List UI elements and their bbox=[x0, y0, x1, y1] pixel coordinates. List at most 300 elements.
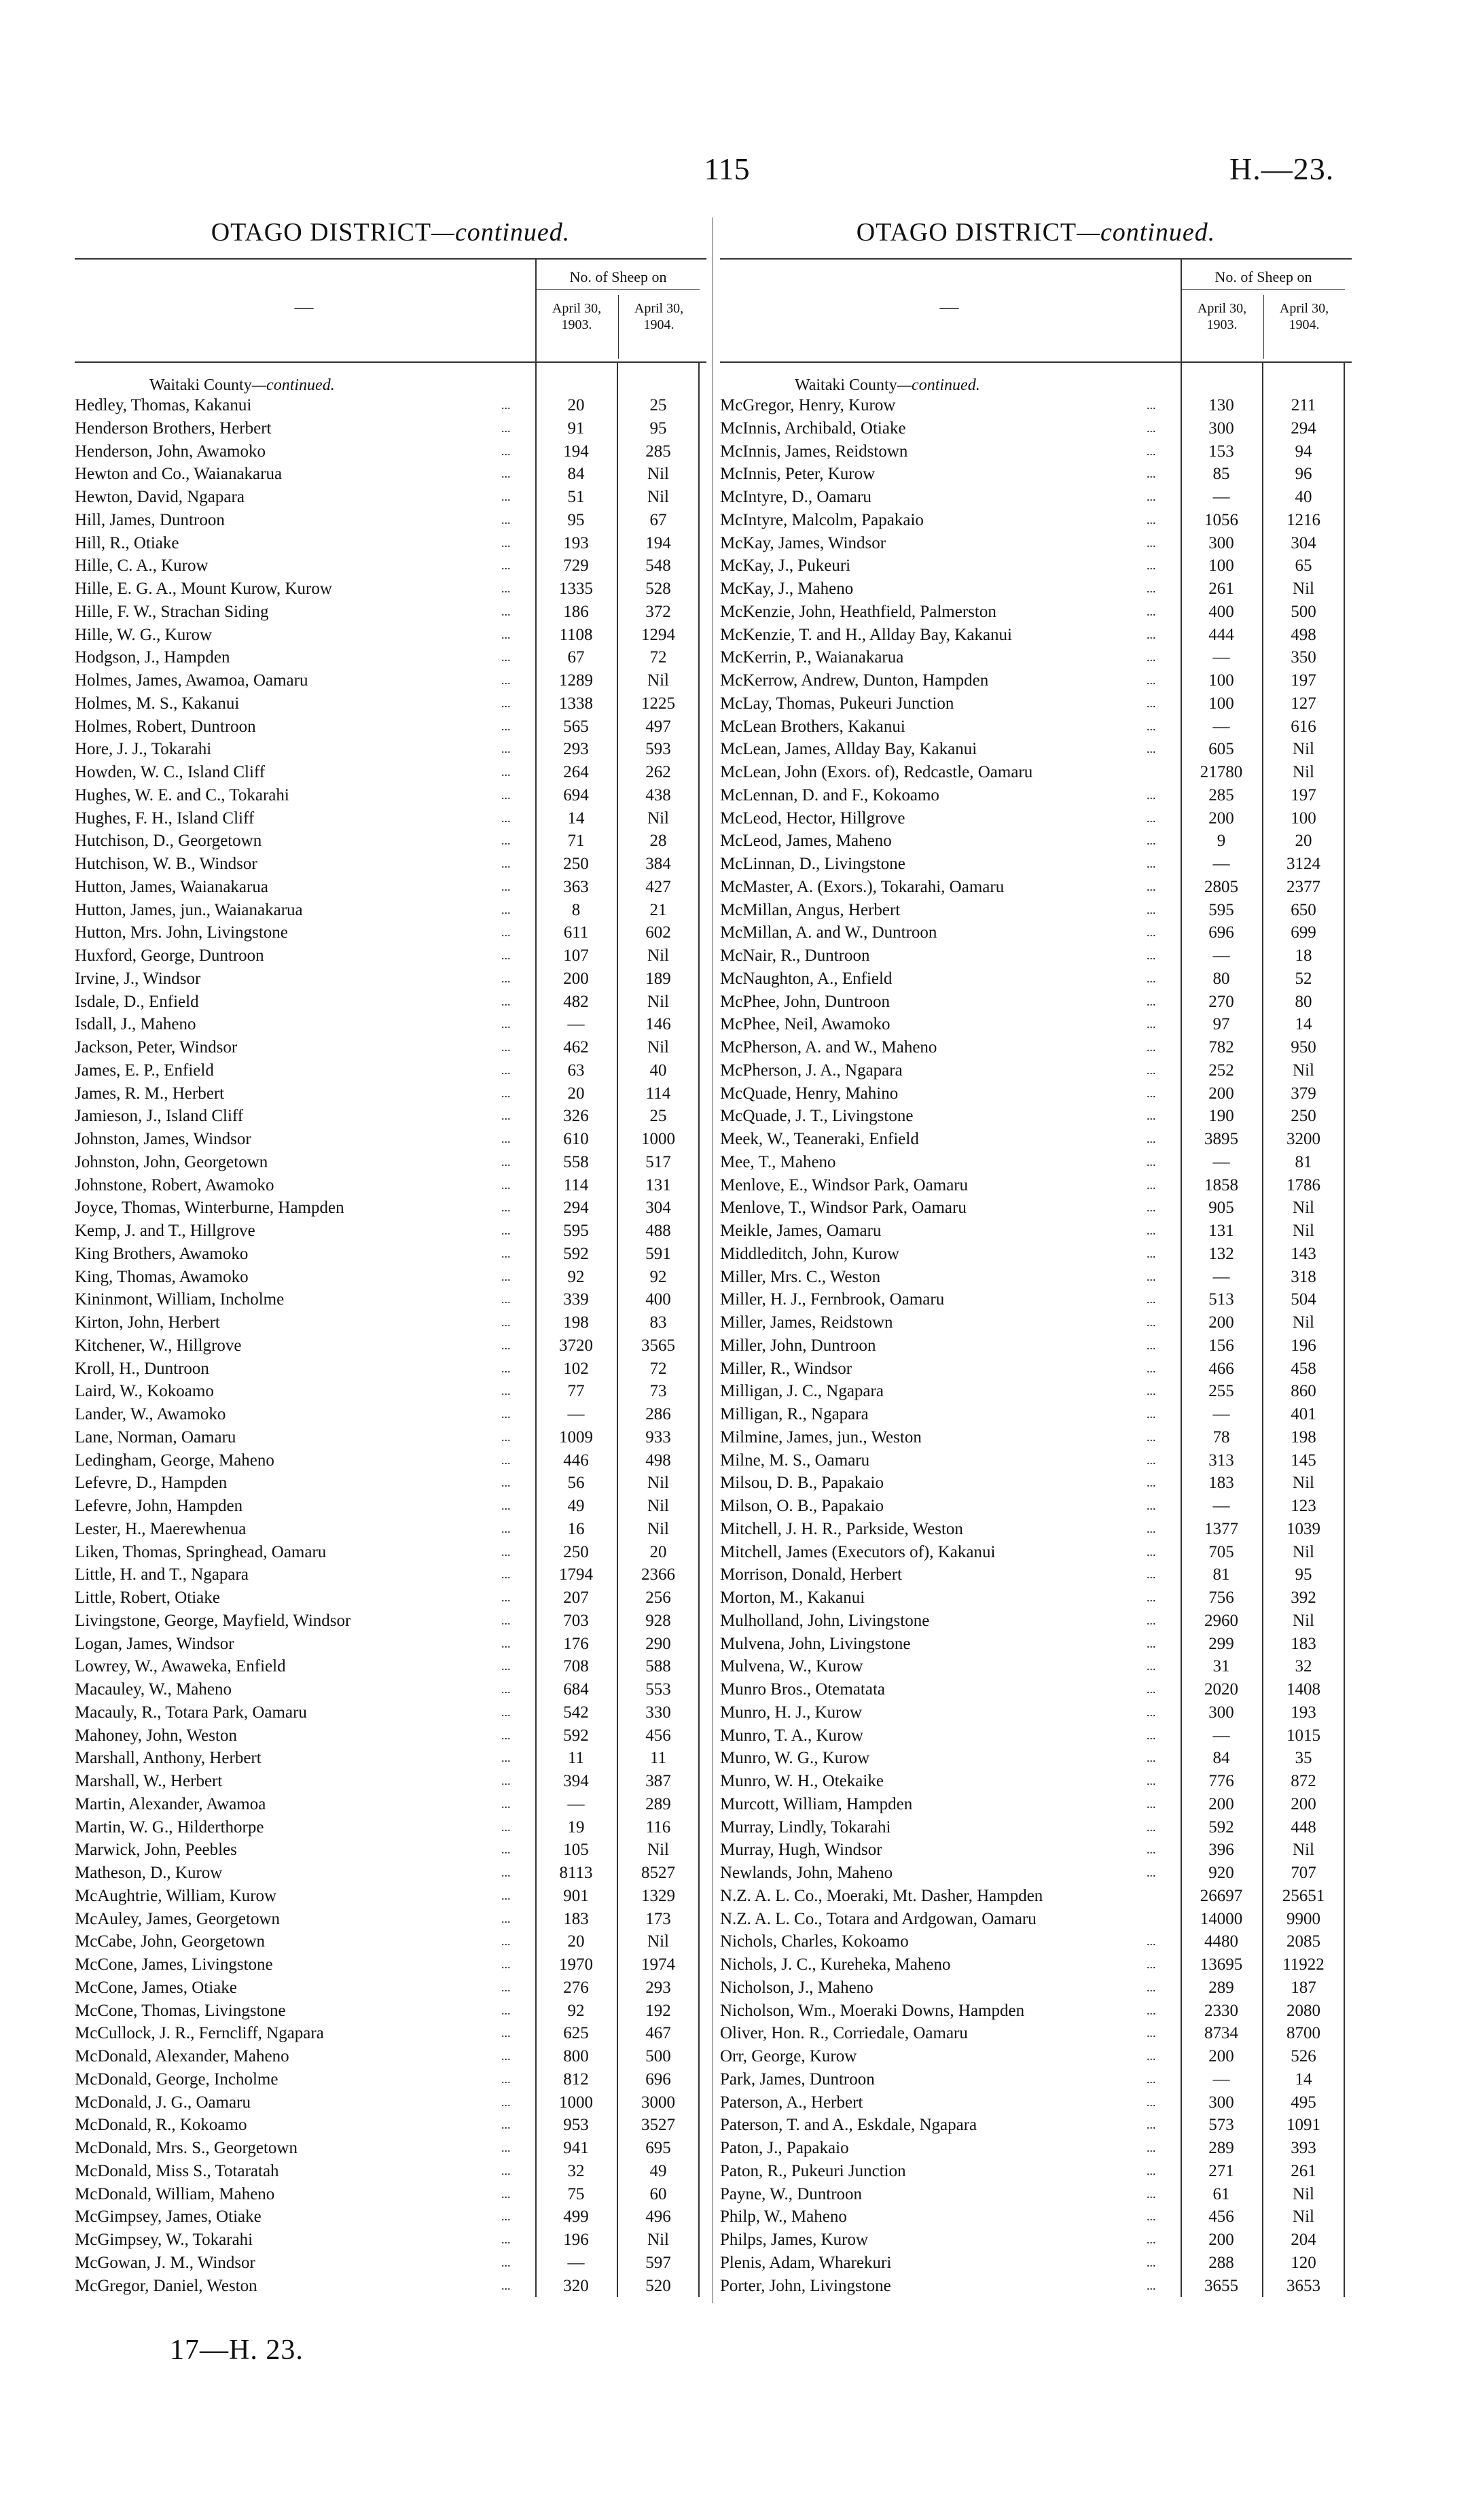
sheep-1903: 396 bbox=[1208, 1841, 1234, 1860]
sheep-1903: 901 bbox=[563, 1886, 589, 1905]
table-row bbox=[75, 1266, 706, 1289]
sheep-1904: 204 bbox=[1291, 2231, 1316, 2249]
table-row bbox=[75, 394, 706, 417]
sheep-1903: 92 bbox=[567, 2001, 585, 2020]
table-row bbox=[720, 1403, 1352, 1426]
sheep-1904: 2085 bbox=[1286, 1932, 1320, 1951]
sheep-1903: 299 bbox=[1208, 1634, 1234, 1653]
county-name: Waitaki County bbox=[149, 376, 252, 394]
sheep-1904: 1039 bbox=[1286, 1519, 1320, 1538]
leader-dots: ... bbox=[501, 512, 511, 527]
sheep-1904: 198 bbox=[1291, 1427, 1316, 1447]
sheep-1903: 1000 bbox=[559, 2093, 593, 2112]
sheep-1903: 91 bbox=[567, 419, 585, 438]
owner-name: McLeod, James, Maheno bbox=[720, 832, 892, 851]
owner-name: Lester, H., Maerewhenua bbox=[75, 1519, 247, 1538]
leader-dots: ... bbox=[501, 1888, 511, 1902]
table-row bbox=[720, 1266, 1352, 1289]
sheep-1904: 123 bbox=[1291, 1497, 1316, 1515]
table-row bbox=[75, 2000, 706, 2023]
owner-name: Logan, James, Windsor bbox=[75, 1634, 234, 1653]
sheep-1904: 261 bbox=[1291, 2161, 1316, 2180]
sheep-1904: 2366 bbox=[641, 1565, 675, 1584]
owner-name: King Brothers, Awamoko bbox=[75, 1244, 249, 1263]
table-row bbox=[75, 1586, 706, 1610]
owner-name: Murcott, William, Hampden bbox=[720, 1794, 913, 1813]
sheep-1903: 130 bbox=[1208, 396, 1234, 414]
table-row bbox=[75, 1747, 706, 1770]
leader-dots: ... bbox=[1147, 811, 1156, 825]
table-row bbox=[720, 1586, 1352, 1610]
owner-name: Hille, W. G., Kurow bbox=[75, 625, 213, 644]
sheep-1903: 1335 bbox=[559, 580, 593, 598]
owner-name: Paton, R., Pukeuri Junction bbox=[720, 2161, 906, 2180]
leader-dots: ... bbox=[1147, 490, 1156, 503]
leader-dots: ... bbox=[501, 1636, 511, 1650]
leader-dots: ... bbox=[501, 1499, 511, 1512]
table-row bbox=[720, 1495, 1352, 1518]
table-row bbox=[75, 2229, 706, 2252]
signature-code: 17—H. 23. bbox=[170, 2335, 304, 2366]
sheep-1903: 11 bbox=[567, 1749, 585, 1768]
sheep-1903: 300 bbox=[1208, 533, 1234, 552]
owner-name: McKenzie, John, Heathfield, Palmerston bbox=[720, 602, 996, 621]
sheep-1903: 276 bbox=[563, 1978, 589, 1997]
leader-dots: ... bbox=[1147, 398, 1156, 412]
table-row bbox=[720, 692, 1352, 715]
leader-dots: ... bbox=[1147, 1430, 1156, 1444]
owner-name: Miller, H. J., Fernbrook, Oamaru bbox=[720, 1290, 945, 1309]
sheep-1904: 250 bbox=[1291, 1107, 1316, 1126]
year-1903-header: April 30, 1903. bbox=[1197, 301, 1247, 332]
owner-name: Milligan, J. C., Ngapara bbox=[720, 1382, 884, 1401]
leader-dots: ... bbox=[501, 1957, 511, 1971]
sheep-1903: 905 bbox=[1208, 1199, 1234, 1218]
leader-dots: ... bbox=[1147, 742, 1156, 756]
owner-name: Park, James, Duntroon bbox=[720, 2070, 875, 2089]
owner-name: McGimpsey, W., Tokarahi bbox=[75, 2231, 253, 2249]
year-1903-header: April 30, 1903. bbox=[552, 301, 602, 332]
column-title bbox=[720, 217, 1352, 258]
sheep-1904: 384 bbox=[645, 855, 671, 873]
sheep-1904: Nil bbox=[647, 1038, 669, 1057]
table-row bbox=[720, 1862, 1352, 1885]
owner-name: Livingstone, George, Mayfield, Windsor bbox=[75, 1611, 351, 1630]
sheep-1904: Nil bbox=[1293, 2184, 1314, 2203]
sheep-1903: 63 bbox=[567, 1061, 585, 1080]
owner-name: Liken, Thomas, Springhead, Oamaru bbox=[75, 1542, 327, 1561]
sheep-1903: 729 bbox=[563, 556, 589, 575]
leader-dots: ... bbox=[501, 1934, 511, 1949]
table-row bbox=[75, 1976, 706, 2000]
leader-dots: ... bbox=[501, 902, 511, 917]
sheep-1903: 705 bbox=[1208, 1542, 1234, 1561]
leader-dots: ... bbox=[501, 1544, 511, 1559]
table-row bbox=[75, 1839, 706, 1862]
table-row bbox=[720, 2114, 1352, 2137]
table-row bbox=[720, 1128, 1352, 1151]
sheep-1904: 187 bbox=[1291, 1978, 1316, 1997]
owner-name: Henderson Brothers, Herbert bbox=[75, 419, 272, 438]
leader-dots: ... bbox=[1147, 1040, 1156, 1054]
table-row bbox=[720, 669, 1352, 692]
sheep-1904: 196 bbox=[1291, 1336, 1316, 1355]
leader-dots: ... bbox=[501, 2072, 511, 2086]
owner-name: McKay, J., Pukeuri bbox=[720, 556, 851, 575]
owner-name: Miller, James, Reidstown bbox=[720, 1313, 893, 1332]
table-row bbox=[720, 2252, 1352, 2275]
owner-name: Hodgson, J., Hampden bbox=[75, 648, 230, 667]
owner-name: Paterson, T. and A., Eskdale, Ngapara bbox=[720, 2116, 977, 2135]
leader-dots: ... bbox=[501, 535, 511, 550]
table-row bbox=[75, 830, 706, 853]
sheep-1903: 300 bbox=[1208, 419, 1234, 438]
leader-dots: ... bbox=[1147, 1796, 1156, 1811]
sheep-1904: 458 bbox=[1291, 1359, 1316, 1378]
sheep-1903: 75 bbox=[567, 2184, 585, 2203]
sheep-1904: 2080 bbox=[1286, 2001, 1320, 2020]
table-row bbox=[75, 2160, 706, 2183]
owner-name: Hutton, James, Waianakarua bbox=[75, 877, 268, 896]
table-header bbox=[720, 258, 1352, 363]
sheep-1903: 326 bbox=[563, 1107, 589, 1126]
sheep-1904: 40 bbox=[649, 1061, 667, 1080]
sheep-1904: 597 bbox=[645, 2253, 671, 2272]
section-title bbox=[75, 376, 706, 394]
owner-name: Howden, W. C., Island Cliff bbox=[75, 763, 266, 781]
leader-dots: ... bbox=[1147, 1980, 1156, 1994]
sheep-1904: 120 bbox=[1291, 2253, 1316, 2272]
table-row bbox=[75, 554, 706, 578]
sheep-1904: 131 bbox=[645, 1175, 671, 1194]
sheep-1904: 393 bbox=[1291, 2139, 1316, 2157]
owner-name: Martin, W. G., Hilderthorpe bbox=[75, 1817, 264, 1836]
table-row bbox=[720, 1449, 1352, 1472]
sheep-1904: Nil bbox=[1293, 1313, 1314, 1332]
sheep-1904: Nil bbox=[1293, 1841, 1314, 1860]
leader-dots: ... bbox=[1147, 1384, 1156, 1398]
leader-dots: ... bbox=[1147, 1544, 1156, 1559]
leader-dots: ... bbox=[501, 1177, 511, 1192]
sheep-1903: 2020 bbox=[1204, 1680, 1238, 1699]
table-row bbox=[75, 532, 706, 555]
owner-name: Meikle, James, Oamaru bbox=[720, 1222, 882, 1240]
leader-dots: ... bbox=[501, 2141, 511, 2154]
name-column-header: — bbox=[939, 297, 959, 318]
leader-dots: ... bbox=[1147, 1246, 1156, 1260]
sheep-1903: 264 bbox=[563, 763, 589, 781]
owner-name: McCone, James, Otiake bbox=[75, 1978, 237, 1997]
leader-dots: ... bbox=[501, 1109, 511, 1123]
owner-name: Johnston, John, Georgetown bbox=[75, 1152, 268, 1171]
sheep-1903: 200 bbox=[1208, 1794, 1234, 1813]
owner-name: Johnstone, Robert, Awamoko bbox=[75, 1175, 274, 1194]
leader-dots: ... bbox=[501, 742, 511, 756]
leader-dots: ... bbox=[501, 2210, 511, 2224]
sheep-1903: 255 bbox=[1208, 1382, 1234, 1401]
sheep-1904: 114 bbox=[645, 1084, 671, 1103]
table-row bbox=[75, 463, 706, 486]
leader-dots: ... bbox=[1147, 2026, 1156, 2040]
leader-dots: ... bbox=[501, 1132, 511, 1146]
table-row bbox=[720, 1610, 1352, 1633]
sheep-1904: 94 bbox=[1295, 442, 1312, 461]
sheep-1904: 256 bbox=[645, 1589, 671, 1607]
leader-dots: ... bbox=[1147, 2163, 1156, 2178]
owner-name: McDonald, William, Maheno bbox=[75, 2184, 275, 2203]
sheep-1903: 2330 bbox=[1204, 2001, 1238, 2020]
table-row bbox=[720, 394, 1352, 417]
owner-name: Mulvena, John, Livingstone bbox=[720, 1634, 911, 1653]
table-row bbox=[75, 1885, 706, 1908]
table-row bbox=[720, 578, 1352, 601]
leader-dots: ... bbox=[501, 627, 511, 641]
leader-dots: ... bbox=[501, 1567, 511, 1582]
sheep-1904: 60 bbox=[649, 2184, 667, 2203]
leader-dots: ... bbox=[1147, 1407, 1156, 1421]
table-row bbox=[75, 1288, 706, 1311]
owner-name: Murray, Lindly, Tokarahi bbox=[720, 1817, 891, 1836]
owner-name: Hill, James, Duntroon bbox=[75, 510, 225, 529]
section-title bbox=[720, 376, 1352, 394]
sheep-1903: 953 bbox=[563, 2116, 589, 2135]
leader-dots: ... bbox=[1147, 994, 1156, 1008]
table-row bbox=[75, 1334, 706, 1357]
table-row bbox=[720, 486, 1352, 509]
owner-name: Munro, H. J., Kurow bbox=[720, 1703, 863, 1722]
sheep-1904: 183 bbox=[1291, 1634, 1316, 1653]
table-row bbox=[75, 1541, 706, 1564]
sheep-1903: 56 bbox=[567, 1474, 585, 1493]
leader-dots: ... bbox=[501, 444, 511, 458]
sheep-1904: 193 bbox=[1291, 1703, 1316, 1722]
sheep-1903: 1108 bbox=[559, 625, 593, 644]
leader-dots: ... bbox=[501, 811, 511, 825]
sheep-1904: 553 bbox=[645, 1680, 671, 1699]
name-column-header: — bbox=[294, 297, 314, 318]
table-row bbox=[720, 1243, 1352, 1266]
sheep-1904: 520 bbox=[645, 2276, 671, 2295]
leader-dots: ... bbox=[501, 650, 511, 664]
sheep-1904: Nil bbox=[647, 465, 669, 484]
table-row bbox=[720, 463, 1352, 486]
table-row bbox=[720, 1793, 1352, 1816]
sheep-1904: 496 bbox=[645, 2207, 671, 2226]
owner-name: Macauly, R., Totara Park, Oamaru bbox=[75, 1703, 307, 1722]
table-row bbox=[75, 417, 706, 440]
sheep-1904: 517 bbox=[645, 1152, 671, 1171]
sheep-1903: 176 bbox=[563, 1634, 589, 1653]
owner-name: McInnis, James, Reidstown bbox=[720, 442, 908, 461]
table-row bbox=[75, 968, 706, 991]
table-row bbox=[720, 1196, 1352, 1220]
owner-name: Holmes, Robert, Duntroon bbox=[75, 717, 256, 736]
sheep-1903: 196 bbox=[563, 2231, 589, 2249]
sheep-1904: 211 bbox=[1291, 396, 1316, 414]
sheep-1903: 300 bbox=[1208, 1703, 1234, 1722]
leader-dots: ... bbox=[1147, 421, 1156, 435]
leader-dots: ... bbox=[1147, 2186, 1156, 2201]
leader-dots: ... bbox=[501, 1591, 511, 1604]
page-number: 115 bbox=[704, 152, 750, 186]
table-row bbox=[720, 1976, 1352, 2000]
sheep-1904: 18 bbox=[1295, 946, 1312, 965]
sheep-1904: 32 bbox=[1295, 1657, 1312, 1676]
table-row bbox=[75, 738, 706, 761]
leader-dots: ... bbox=[501, 398, 511, 412]
sheep-1904: Nil bbox=[1293, 1199, 1314, 1218]
owner-name: Marshall, W., Herbert bbox=[75, 1772, 223, 1790]
owner-name: McDonald, Mrs. S., Georgetown bbox=[75, 2139, 298, 2157]
sheep-1903: 105 bbox=[563, 1841, 589, 1860]
owner-name: Philps, James, Kurow bbox=[720, 2231, 869, 2249]
owner-name: Little, H. and T., Ngapara bbox=[75, 1565, 249, 1584]
owner-name: N.Z. A. L. Co., Moeraki, Mt. Dasher, Hampden bbox=[720, 1886, 1043, 1905]
sheep-1904: 52 bbox=[1295, 969, 1312, 988]
sheep-1903: 694 bbox=[563, 785, 589, 804]
owner-name: Munro, T. A., Kurow bbox=[720, 1726, 863, 1745]
table-row bbox=[75, 921, 706, 944]
owner-name: Mee, T., Maheno bbox=[720, 1152, 836, 1171]
leader-dots: ... bbox=[1147, 673, 1156, 687]
sheep-1903: 183 bbox=[563, 1909, 589, 1928]
owner-name: Milmine, James, jun., Weston bbox=[720, 1427, 922, 1447]
table-row bbox=[75, 1243, 706, 1266]
owner-name: Philp, W., Maheno bbox=[720, 2207, 847, 2226]
sheep-1904: 3124 bbox=[1286, 855, 1320, 873]
leader-dots: ... bbox=[501, 1315, 511, 1329]
section-continued: —continued. bbox=[897, 376, 980, 394]
table-row bbox=[720, 1678, 1352, 1701]
sheep-1903: 285 bbox=[1208, 785, 1234, 804]
sheep-1903: 61 bbox=[1212, 2184, 1230, 2203]
leader-dots: ... bbox=[1147, 1682, 1156, 1696]
sheep-1904: 1786 bbox=[1286, 1175, 1320, 1194]
leader-dots: ... bbox=[1147, 971, 1156, 985]
sheep-1903: 3720 bbox=[559, 1336, 593, 1355]
owner-name: Ledingham, George, Maheno bbox=[75, 1451, 274, 1470]
leader-dots: ... bbox=[501, 2186, 511, 2201]
sheep-1903: 394 bbox=[563, 1772, 589, 1790]
sheep-1903: 462 bbox=[563, 1038, 589, 1057]
owner-name: Nicholson, J., Maheno bbox=[720, 1978, 874, 1997]
sheep-1903: 261 bbox=[1208, 580, 1234, 598]
sheep-1904: 20 bbox=[649, 1542, 667, 1561]
table-row bbox=[720, 1839, 1352, 1862]
sheep-1903: — bbox=[1212, 1405, 1230, 1423]
leader-dots: ... bbox=[1147, 719, 1156, 733]
sheep-1904: 8700 bbox=[1286, 2024, 1320, 2043]
owner-name: McLinnan, D., Livingstone bbox=[720, 855, 905, 873]
sheep-1904: 92 bbox=[649, 1267, 667, 1286]
owner-name: Lane, Norman, Oamaru bbox=[75, 1427, 236, 1447]
leader-dots: ... bbox=[501, 1338, 511, 1352]
table-row bbox=[75, 991, 706, 1014]
owner-name: McNair, R., Duntroon bbox=[720, 946, 870, 965]
sheep-1903: 756 bbox=[1208, 1589, 1234, 1607]
sheep-1903: 77 bbox=[567, 1382, 585, 1401]
table-row bbox=[75, 876, 706, 899]
leader-dots: ... bbox=[501, 421, 511, 435]
table-row bbox=[75, 646, 706, 669]
sheep-1903: 1056 bbox=[1204, 510, 1238, 529]
table-row bbox=[720, 1747, 1352, 1770]
table-row bbox=[720, 715, 1352, 739]
table-row bbox=[75, 1930, 706, 1953]
table-row bbox=[720, 738, 1352, 761]
leader-dots: ... bbox=[501, 1476, 511, 1490]
leader-dots: ... bbox=[501, 1017, 511, 1031]
table-row bbox=[75, 1403, 706, 1426]
sheep-1904: 497 bbox=[645, 717, 671, 736]
leader-dots: ... bbox=[501, 696, 511, 710]
owner-name: Mulholland, John, Livingstone bbox=[720, 1611, 930, 1630]
sheep-1904: 1225 bbox=[641, 694, 675, 713]
owner-name: Kirton, John, Herbert bbox=[75, 1313, 220, 1332]
sheep-1903: 250 bbox=[563, 1542, 589, 1561]
leader-dots: ... bbox=[1147, 444, 1156, 458]
table-row bbox=[75, 899, 706, 922]
sheep-1903: 595 bbox=[563, 1222, 589, 1240]
sheep-1904: 40 bbox=[1295, 488, 1312, 506]
owner-name: Henderson, John, Awamoko bbox=[75, 442, 266, 461]
sheep-1903: 313 bbox=[1208, 1451, 1234, 1470]
owner-name: Marshall, Anthony, Herbert bbox=[75, 1749, 262, 1768]
owner-name: Menlove, E., Windsor Park, Oamaru bbox=[720, 1175, 969, 1194]
leader-dots: ... bbox=[501, 1980, 511, 1994]
sheep-1903: 776 bbox=[1208, 1772, 1234, 1790]
sheep-1904: Nil bbox=[1293, 1474, 1314, 1493]
sheep-1904: 2377 bbox=[1286, 877, 1320, 896]
owner-name: Middleditch, John, Kurow bbox=[720, 1244, 899, 1263]
leader-dots: ... bbox=[1147, 558, 1156, 573]
owner-name: McInnis, Peter, Kurow bbox=[720, 465, 876, 484]
sheep-1903: 200 bbox=[563, 969, 589, 988]
sheep-1904: 498 bbox=[645, 1451, 671, 1470]
sheep-1904: 28 bbox=[649, 832, 667, 851]
sheep-1904: 401 bbox=[1291, 1405, 1316, 1423]
sheep-1903: 542 bbox=[563, 1703, 589, 1722]
sheep-1903: 3655 bbox=[1204, 2276, 1238, 2295]
leader-dots: ... bbox=[1147, 857, 1156, 870]
leader-dots: ... bbox=[501, 787, 511, 802]
sheep-1903: 16 bbox=[567, 1519, 585, 1538]
table-row bbox=[75, 1036, 706, 1059]
leader-dots: ... bbox=[1147, 1866, 1156, 1879]
table-row bbox=[720, 2229, 1352, 2252]
leader-dots: ... bbox=[1147, 2210, 1156, 2224]
sheep-1903: 565 bbox=[563, 717, 589, 736]
owner-name: Kitchener, W., Hillgrove bbox=[75, 1336, 242, 1355]
owner-name: McAuley, James, Georgetown bbox=[75, 1909, 281, 1928]
owner-name: Oliver, Hon. R., Corriedale, Oamaru bbox=[720, 2024, 968, 2043]
table-row bbox=[720, 921, 1352, 944]
sheep-1904: 95 bbox=[1295, 1565, 1312, 1584]
owner-name: Hutton, James, jun., Waianakarua bbox=[75, 900, 303, 919]
leader-dots: ... bbox=[1147, 1774, 1156, 1788]
sheep-1903: 81 bbox=[1212, 1565, 1230, 1584]
sheep-1904: 3200 bbox=[1286, 1130, 1320, 1148]
sheep-1903: 200 bbox=[1208, 809, 1234, 828]
sheep-1904: 548 bbox=[645, 556, 671, 575]
sheep-1903: 49 bbox=[567, 1497, 585, 1515]
table-row bbox=[75, 1311, 706, 1334]
owner-name: Mahoney, John, Weston bbox=[75, 1726, 237, 1745]
leader-dots: ... bbox=[501, 2049, 511, 2063]
sheep-1903: 271 bbox=[1208, 2161, 1234, 2180]
leader-dots: ... bbox=[501, 1820, 511, 1834]
sheep-1903: 1289 bbox=[559, 671, 593, 690]
